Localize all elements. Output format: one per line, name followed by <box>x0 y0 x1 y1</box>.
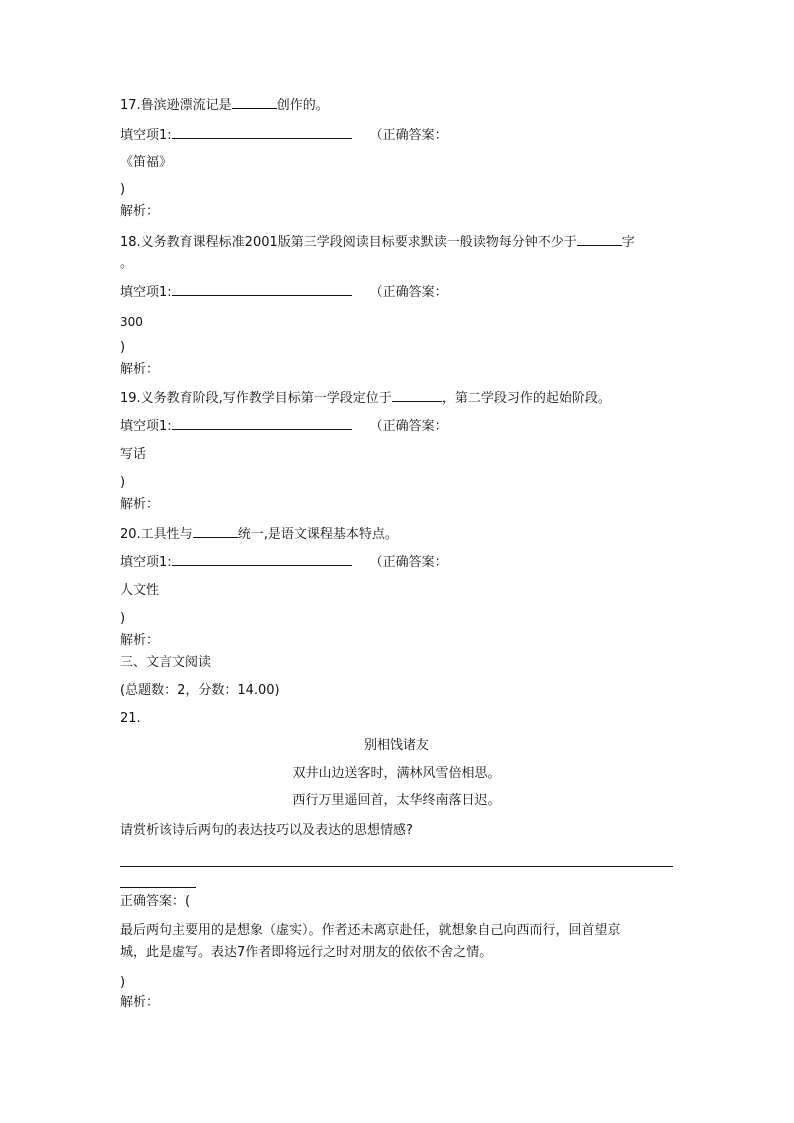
q17-answer-input[interactable] <box>172 126 352 139</box>
q21-answer-line-full[interactable] <box>120 866 673 867</box>
q20-answer: 人文性 <box>120 583 160 598</box>
q18-text <box>120 233 635 252</box>
q20-fill-row <box>120 553 448 572</box>
q17-blank <box>232 96 277 109</box>
q18-analysis-label: 解析： <box>120 362 160 377</box>
q20-text-before: 20.工具性与 <box>120 527 193 542</box>
q20-text-after: 统一,是语文课程基本特点。 <box>237 527 398 542</box>
q18-answer-input[interactable] <box>172 283 352 296</box>
q21-analysis-label: 解析： <box>120 995 160 1010</box>
q18-answer: 300 <box>120 315 143 329</box>
q20-text <box>120 525 398 544</box>
q21-number: 21. <box>120 711 141 726</box>
q19-fill-row <box>120 417 448 436</box>
q18-text-end: 。 <box>120 256 134 271</box>
q17-text <box>120 96 329 115</box>
q20-analysis-label: 解析： <box>120 633 160 648</box>
poem-line-2: 西行万里遥回首，太华终南落日迟。 <box>292 793 501 808</box>
q18-text-after: 字 <box>621 235 635 250</box>
q17-fill-label: 填空项1: <box>120 128 172 143</box>
q19-blank <box>392 389 442 402</box>
q20-blank <box>193 525 238 538</box>
q21-close-paren: ) <box>120 975 126 990</box>
q17-fill-row <box>120 126 448 145</box>
q19-fill-label: 填空项1: <box>120 419 172 434</box>
q21-answer-label: 正确答案：( <box>120 894 191 909</box>
q19-text <box>120 389 611 408</box>
poem-line-1: 双井山边送客时，满林风雪倍相思。 <box>292 766 501 781</box>
q20-close-paren: ) <box>120 611 126 626</box>
q19-answer: 写话 <box>120 447 147 462</box>
q21-answer-line2: 城，此是虚写。表达7作者即将远行之时对朋友的依依不舍之情。 <box>120 945 493 960</box>
q20-answer-input[interactable] <box>172 553 352 566</box>
q17-text-after: 创作的。 <box>276 98 329 113</box>
q20-answer-open: （正确答案： <box>369 555 448 570</box>
q19-answer-input[interactable] <box>172 417 352 430</box>
q21-question: 请赏析该诗后两句的表达技巧以及表达的思想情感? <box>120 823 413 838</box>
q18-text-before: 18.义务教育课程标准2001版第三学段阅读目标要求默读一般读物每分钟不少于 <box>120 235 577 250</box>
q18-close-paren: ) <box>120 340 126 355</box>
q19-close-paren: ) <box>120 475 126 490</box>
q18-fill-row <box>120 283 448 302</box>
poem-title: 别相饯诸友 <box>363 738 429 753</box>
q21-answer-line-short[interactable] <box>120 887 196 888</box>
q17-analysis-label: 解析： <box>120 204 160 219</box>
q20-fill-label: 填空项1: <box>120 555 172 570</box>
q18-fill-label: 填空项1: <box>120 285 172 300</box>
q19-text-after: ，第二学段习作的起始阶段。 <box>441 391 611 406</box>
q18-blank <box>577 233 622 246</box>
q21-answer-line1: 最后两句主要用的是想象（虚实）。作者还未离京赴任，就想象自己向西而行，回首望京 <box>120 923 621 938</box>
q19-answer-open: （正确答案： <box>369 419 448 434</box>
q17-answer: 《笛福》 <box>120 155 173 170</box>
section-title: 三、文言文阅读 <box>120 655 212 670</box>
q17-text-before: 17.鲁滨逊漂流记是 <box>120 98 232 113</box>
q19-analysis-label: 解析： <box>120 497 160 512</box>
q19-text-before: 19.义务教育阶段,写作教学目标第一学段定位于 <box>120 391 392 406</box>
section-meta: (总题数：2，分数：14.00) <box>120 683 280 698</box>
q18-answer-open: （正确答案： <box>369 285 448 300</box>
q17-close-paren: ) <box>120 182 126 197</box>
q17-answer-open: （正确答案： <box>369 128 448 143</box>
